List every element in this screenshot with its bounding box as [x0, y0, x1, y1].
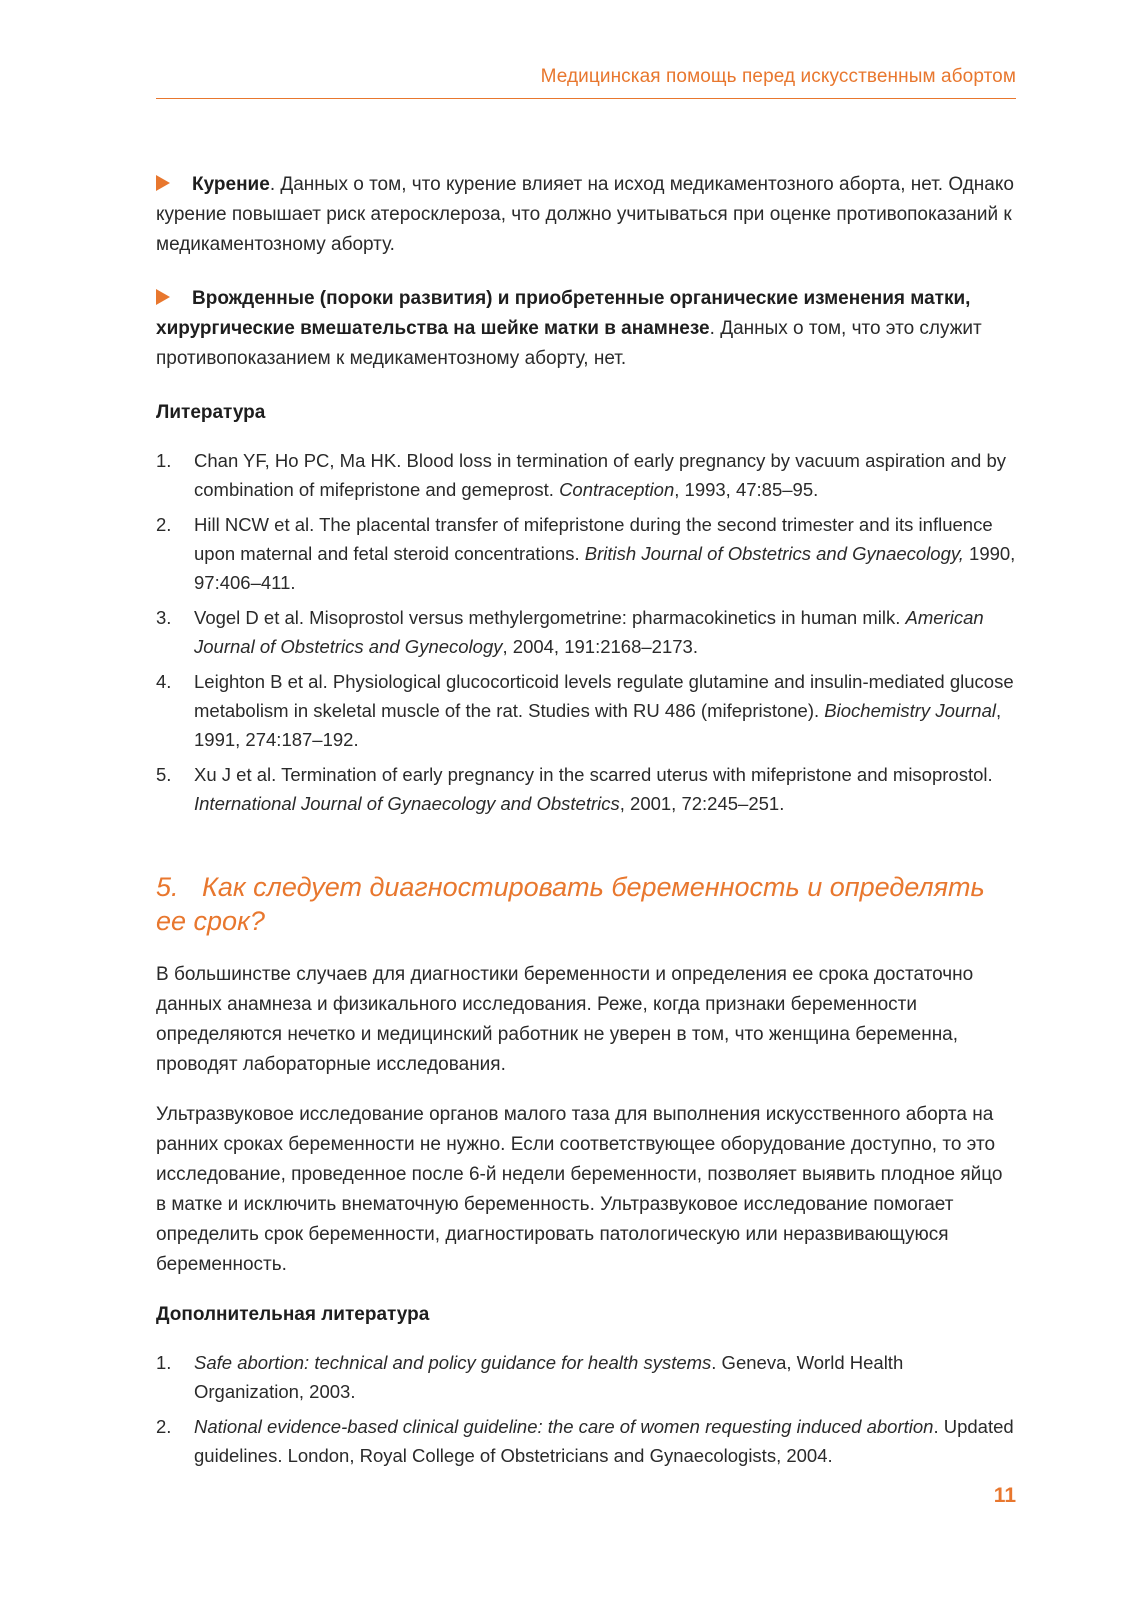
reference-details: . Geneva, World Health Organization, 2003.	[194, 1352, 904, 1402]
section-heading	[156, 870, 1016, 938]
reference-number: 1.	[156, 450, 172, 471]
reference-text: Xu J et al. Termination of early pregnancy in the scarred uterus with mifepristone and misoprostol.	[194, 764, 993, 785]
reference-number: 4.	[156, 671, 172, 692]
section-title-text: Как следует диагностировать беременность и определять ее срок?	[156, 872, 985, 936]
reference-number: 1.	[156, 1352, 172, 1373]
bullet-text: . Данных о том, что курение влияет на исход медикаментозного аборта, нет. Однако курение повышает риск атеросклероза, что должно учитываться при оценке противопоказаний к медикаментозному аборту.	[156, 174, 1014, 255]
bullet-arrow-icon	[156, 175, 170, 191]
reference-number: 3.	[156, 607, 172, 628]
bullet-term: Врожденные (пороки развития) и приобретенные органические изменения матки, хирургические вмешательства на шейке матки в анамнезе	[156, 288, 971, 339]
reference-details: , 2004, 191:2168–2173.	[502, 636, 698, 657]
reference-item	[156, 1348, 1016, 1406]
reference-details: 1990, 97:406–411.	[194, 543, 1016, 593]
running-header: Медицинская помощь перед искусственным абортом	[540, 66, 1016, 87]
reference-item	[156, 667, 1016, 754]
bullet-term: Курение	[192, 174, 270, 195]
additional-literature-heading: Дополнительная литература	[156, 1304, 430, 1325]
literature-list	[156, 446, 1016, 818]
bullet-text: . Данных о том, что это служит противопоказанием к медикаментозному аборту, нет.	[156, 318, 982, 369]
additional-literature-list	[156, 1348, 1016, 1470]
bullet-paragraph-smoking	[156, 170, 1016, 260]
reference-journal: International Journal of Gynaecology and Obstetrics	[194, 793, 620, 814]
reference-journal: American Journal of Obstetrics and Gynecology	[194, 607, 984, 657]
literature-heading: Литература	[156, 402, 266, 423]
reference-details: . Updated guidelines. London, Royal College of Obstetricians and Gynaecologists, 2004.	[194, 1416, 1014, 1466]
reference-number: 2.	[156, 1416, 172, 1437]
reference-details: , 2001, 72:245–251.	[619, 793, 785, 814]
reference-title: Safe abortion: technical and policy guidance for health systems	[194, 1352, 712, 1373]
section-number: 5.	[156, 872, 179, 902]
reference-title: National evidence-based clinical guideline: the care of women requesting induced abortion	[194, 1416, 934, 1437]
body-paragraph: Ультразвуковое исследование органов малого таза для выполнения искусственного аборта на ранних сроках беременности не нужно. Если соответствующее оборудование доступно, то это исследование, проведенное после 6-й недели беременности, позволяет выявить плодное яйцо в матке и исключить внематочную беременность. Ультразвуковое исследование помогает определить срок беременности, диагностировать патологическую или неразвивающуюся беременность.	[156, 1104, 1003, 1275]
reference-item	[156, 1412, 1016, 1470]
reference-journal: British Journal of Obstetrics and Gynaecology,	[584, 543, 964, 564]
page-content	[156, 170, 1016, 1476]
reference-text: Leighton B et al. Physiological glucocorticoid levels regulate glutamine and insulin-mediated glucose metabolism in skeletal muscle of the rat. Studies with RU 486 (mifepristone).	[194, 671, 1014, 721]
reference-details: , 1993, 47:85–95.	[674, 479, 819, 500]
reference-text: Chan YF, Ho PC, Ma HK. Blood loss in termination of early pregnancy by vacuum aspiration and by combination of mifepristone and gemeprost.	[194, 450, 1007, 500]
header-divider	[156, 98, 1016, 99]
reference-item	[156, 510, 1016, 597]
body-paragraph: В большинстве случаев для диагностики беременности и определения ее срока достаточно данных анамнеза и физикального исследования. Реже, когда признаки беременности определяются нечетко и медицинский работник не уверен в том, что женщина беременна, проводят лабораторные исследования.	[156, 964, 974, 1075]
reference-journal: Contraception	[559, 479, 675, 500]
reference-number: 2.	[156, 514, 172, 535]
reference-journal: Biochemistry Journal	[824, 700, 996, 721]
reference-details: , 1991, 274:187–192.	[194, 700, 1002, 750]
reference-item	[156, 603, 1016, 661]
bullet-paragraph-uterus	[156, 284, 1016, 374]
bullet-arrow-icon	[156, 289, 170, 305]
reference-item	[156, 446, 1016, 504]
reference-number: 5.	[156, 764, 172, 785]
page-number: 11	[993, 1484, 1016, 1507]
reference-item	[156, 760, 1016, 818]
reference-text: Hill NCW et al. The placental transfer of mifepristone during the second trimester and its influence upon maternal and fetal steroid concentrations.	[194, 514, 993, 564]
reference-text: Vogel D et al. Misoprostol versus methylergometrine: pharmacokinetics in human milk.	[194, 607, 906, 628]
